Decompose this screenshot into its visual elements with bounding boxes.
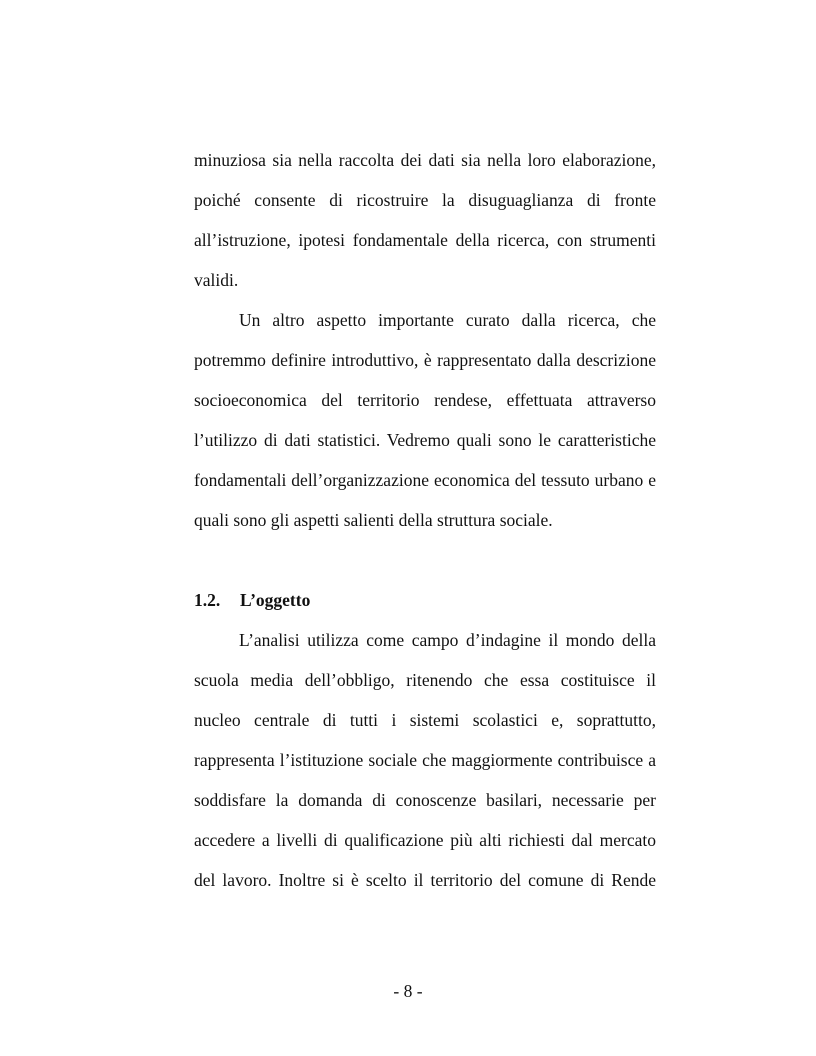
text-line: socioeconomica del territorio rendese, effettuata attraverso: [194, 390, 656, 410]
text-line: L’analisi utilizza come campo d’indagine il mondo della: [239, 630, 656, 650]
text-line: scuola media dell’obbligo, ritenendo che essa costituisce il: [194, 670, 656, 690]
section-heading: [194, 588, 310, 612]
text-line: validi.: [194, 270, 239, 290]
text-line: quali sono gli aspetti salienti della struttura sociale.: [194, 510, 553, 530]
section-title: L’oggetto: [240, 590, 311, 610]
text-line: soddisfare la domanda di conoscenze basilari, necessarie per: [194, 790, 656, 810]
text-line: all’istruzione, ipotesi fondamentale della ricerca, con strumenti: [194, 230, 656, 250]
text-line: accedere a livelli di qualificazione più alti richiesti dal mercato: [194, 830, 656, 850]
text-line: nucleo centrale di tutti i sistemi scolastici e, soprattutto,: [194, 710, 656, 730]
section-number: 1.2.: [194, 590, 221, 610]
text-line: minuziosa sia nella raccolta dei dati sia nella loro elaborazione,: [194, 150, 656, 170]
text-line: rappresenta l’istituzione sociale che maggiormente contribuisce a: [194, 750, 656, 770]
text-line: l’utilizzo di dati statistici. Vedremo quali sono le caratteristiche: [194, 430, 656, 450]
text-line: fondamentali dell’organizzazione economica del tessuto urbano e: [194, 470, 656, 490]
page-number: - 8 -: [393, 981, 423, 1001]
text-line: del lavoro. Inoltre si è scelto il territorio del comune di Rende: [194, 870, 656, 890]
text-line: Un altro aspetto importante curato dalla ricerca, che: [239, 310, 656, 330]
text-line: poiché consente di ricostruire la disuguaglianza di fronte: [194, 190, 656, 210]
text-line: potremmo definire introduttivo, è rappresentato dalla descrizione: [194, 350, 656, 370]
